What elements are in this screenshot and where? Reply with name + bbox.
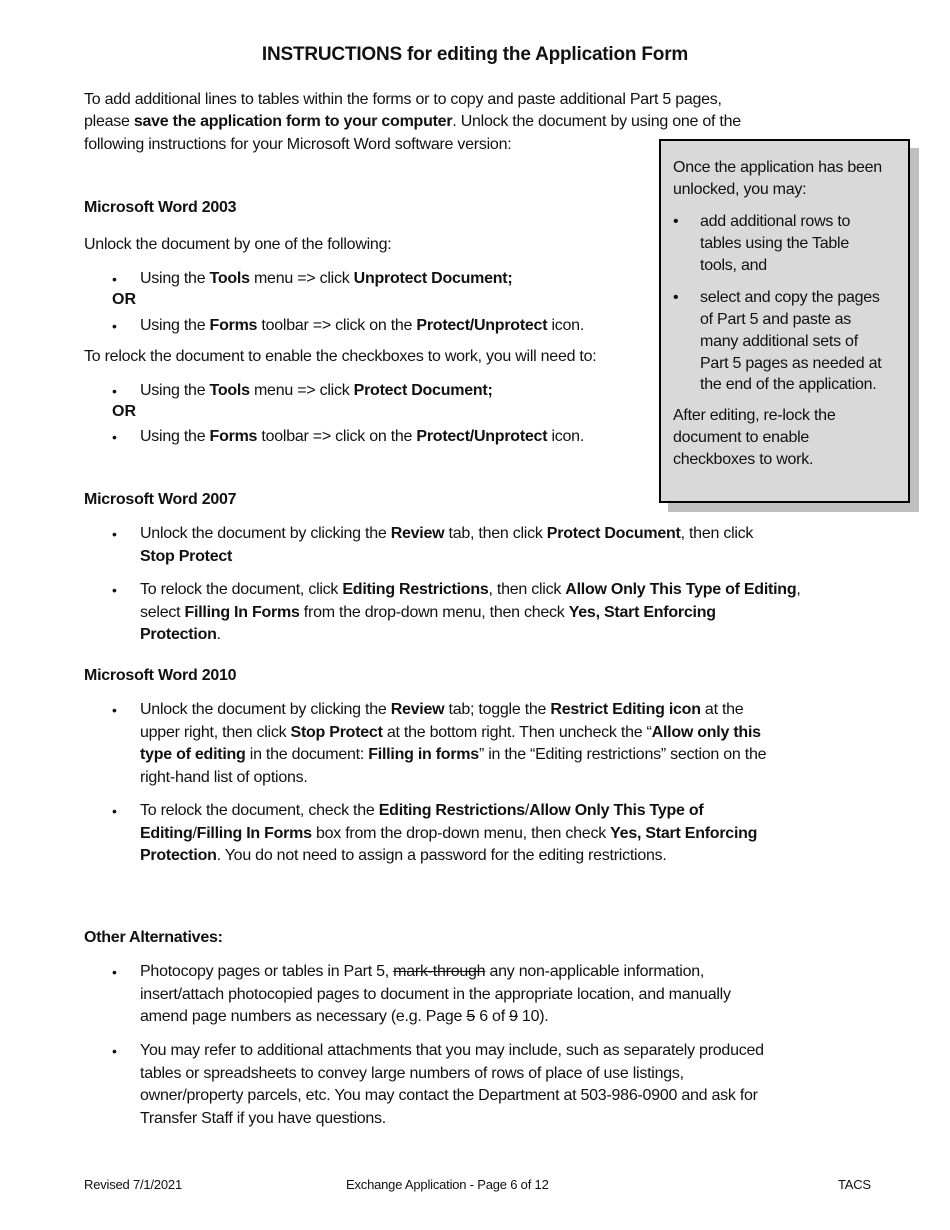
- bullet-icon: •: [112, 702, 117, 718]
- other-attachments-option-cont: tables or spreadsheets to convey large numbers of rows of place of use listings,: [140, 1065, 684, 1082]
- sidebox-bullet-1: tables using the Table: [700, 235, 849, 252]
- sidebox-bullet-1: tools, and: [700, 257, 767, 274]
- other-attachments-option-cont: Transfer Staff if you have questions.: [140, 1110, 386, 1127]
- sidebox-bullet-2: Part 5 pages as needed at: [700, 355, 882, 372]
- section-heading-word-2010: Microsoft Word 2010: [84, 667, 237, 684]
- word2010-relock-step: To relock the document, check the Editing Restrictions/Allow Only This Type of: [140, 802, 704, 819]
- word2007-relock-step-cont: Protection.: [140, 626, 221, 643]
- footer-tacs: TACS: [838, 1177, 871, 1192]
- intro-line-1: To add additional lines to tables within the forms or to copy and paste additional Part 5 pages,: [84, 91, 722, 108]
- sidebox-bullet-2: of Part 5 and paste as: [700, 311, 852, 328]
- word2010-unlock-step-cont: type of editing in the document: Filling in forms” in the “Editing restrictions” section on the: [140, 746, 767, 763]
- other-photocopy-option: Photocopy pages or tables in Part 5, mark-through any non-applicable information,: [140, 963, 705, 980]
- or-label: OR: [112, 291, 136, 308]
- word2003-relock-option-1: Using the Tools menu => click Protect Document;: [140, 382, 493, 399]
- bullet-icon: •: [112, 526, 117, 542]
- sidebox-after: checkboxes to work.: [673, 451, 814, 468]
- word2003-relock-intro: To relock the document to enable the checkboxes to work, you will need to:: [84, 348, 597, 365]
- word2010-unlock-step-cont: right-hand list of options.: [140, 769, 308, 786]
- other-attachments-option: You may refer to additional attachments that you may include, such as separately produced: [140, 1042, 764, 1059]
- word2007-unlock-step-cont: Stop Protect: [140, 548, 233, 565]
- sidebox-bullet-2: the end of the application.: [700, 376, 877, 393]
- other-photocopy-option-cont: amend page numbers as necessary (e.g. Page 5 6 of 9 10).: [140, 1008, 549, 1025]
- bullet-icon: •: [673, 289, 679, 306]
- bullet-icon: •: [112, 383, 117, 399]
- bullet-icon: •: [112, 964, 117, 980]
- word2003-unlock-option-1: Using the Tools menu => click Unprotect Document;: [140, 270, 513, 287]
- word2003-unlock-intro: Unlock the document by one of the following:: [84, 236, 392, 253]
- sidebox-line: unlocked, you may:: [673, 181, 807, 198]
- sidebox-line: Once the application has been: [673, 159, 882, 176]
- word2003-relock-option-2: Using the Forms toolbar => click on the Protect/Unprotect icon.: [140, 428, 585, 445]
- sidebox-bullet-2: many additional sets of: [700, 333, 858, 350]
- word2010-relock-step-cont: Protection. You do not need to assign a password for the editing restrictions.: [140, 847, 667, 864]
- section-heading-word-2003: Microsoft Word 2003: [84, 199, 237, 216]
- bullet-icon: •: [112, 318, 117, 334]
- word2010-unlock-step: Unlock the document by clicking the Review tab; toggle the Restrict Editing icon at the: [140, 701, 744, 718]
- other-attachments-option-cont: owner/property parcels, etc. You may contact the Department at 503-986-0900 and ask for: [140, 1087, 758, 1104]
- sidebox-after: After editing, re-lock the: [673, 407, 836, 424]
- bullet-icon: •: [112, 1043, 117, 1059]
- word2010-relock-step-cont: Editing/Filling In Forms box from the drop-down menu, then check Yes, Start Enforcing: [140, 825, 758, 842]
- other-photocopy-option-cont: insert/attach photocopied pages to document in the appropriate location, and manually: [140, 986, 731, 1003]
- footer-revised-date: Revised 7/1/2021: [84, 1177, 182, 1192]
- word2007-unlock-step: Unlock the document by clicking the Review tab, then click Protect Document, then click: [140, 525, 754, 542]
- bullet-icon: •: [112, 271, 117, 287]
- footer-page-number: Exchange Application - Page 6 of 12: [346, 1177, 549, 1192]
- bullet-icon: •: [112, 429, 117, 445]
- page-title: INSTRUCTIONS for editing the Application Form: [261, 44, 689, 65]
- word2003-unlock-option-2: Using the Forms toolbar => click on the Protect/Unprotect icon.: [140, 317, 585, 334]
- word2007-relock-step-cont: select Filling In Forms from the drop-down menu, then check Yes, Start Enforcing: [140, 604, 716, 621]
- intro-line-2: please save the application form to your computer. Unlock the document by using one of the: [84, 113, 741, 130]
- sidebox-bullet-1: add additional rows to: [700, 213, 851, 230]
- word2007-relock-step: To relock the document, click Editing Restrictions, then click Allow Only This Type of Editing,: [140, 581, 801, 598]
- section-heading-word-2007: Microsoft Word 2007: [84, 491, 237, 508]
- bullet-icon: •: [112, 803, 117, 819]
- section-heading-other-alternatives: Other Alternatives:: [84, 929, 223, 946]
- word2010-unlock-step-cont: upper right, then click Stop Protect at the bottom right. Then uncheck the “Allow only this: [140, 724, 761, 741]
- intro-line-3: following instructions for your Microsoft Word software version:: [84, 136, 512, 153]
- sidebox-after: document to enable: [673, 429, 810, 446]
- sidebox-bullet-2: select and copy the pages: [700, 289, 880, 306]
- bullet-icon: •: [112, 582, 117, 598]
- bullet-icon: •: [673, 213, 679, 230]
- or-label: OR: [112, 403, 136, 420]
